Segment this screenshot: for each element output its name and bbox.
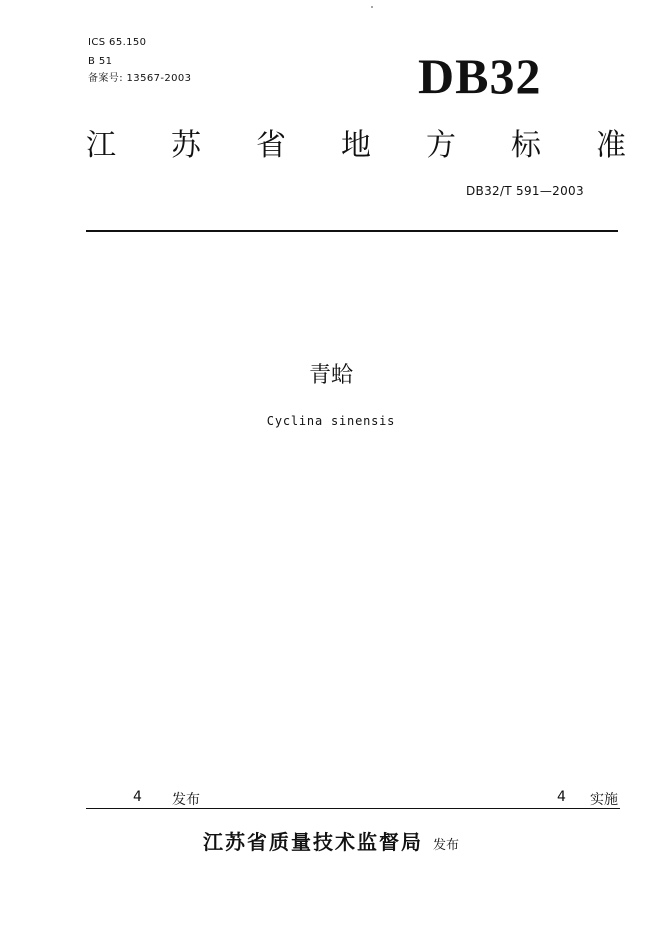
header-divider <box>86 230 618 232</box>
standard-type-char: 江 <box>86 128 116 163</box>
scan-speck <box>371 6 373 8</box>
category-code: B 51 <box>88 56 113 67</box>
publish-date-number: 4 <box>133 789 142 805</box>
standard-type-char: 地 <box>341 128 371 163</box>
standard-number: DB32/T 591—2003 <box>466 184 584 198</box>
standard-type-char: 准 <box>596 128 626 163</box>
standard-type-char: 省 <box>256 128 286 163</box>
standard-type-char: 标 <box>511 128 541 163</box>
document-subtitle: Cyclina sinensis <box>266 414 396 428</box>
standard-type-char: 苏 <box>171 128 201 163</box>
issuer-line <box>0 826 662 855</box>
filing-number: 备案号: 13567-2003 <box>88 73 192 84</box>
document-title: 青蛤 <box>308 363 353 388</box>
footer-divider <box>86 808 620 809</box>
standard-type-char: 方 <box>426 128 456 163</box>
standard-type-title <box>86 124 626 163</box>
issuer-name: 江苏省质量技术监督局 <box>202 830 423 854</box>
publish-label: 发布 <box>172 792 200 808</box>
standard-code-logo: DB32 <box>418 48 542 104</box>
implement-date-number: 4 <box>557 789 566 805</box>
ics-code: ICS 65.150 <box>88 37 147 48</box>
issuer-suffix: 发布 <box>432 838 459 853</box>
implement-label: 实施 <box>590 792 618 808</box>
